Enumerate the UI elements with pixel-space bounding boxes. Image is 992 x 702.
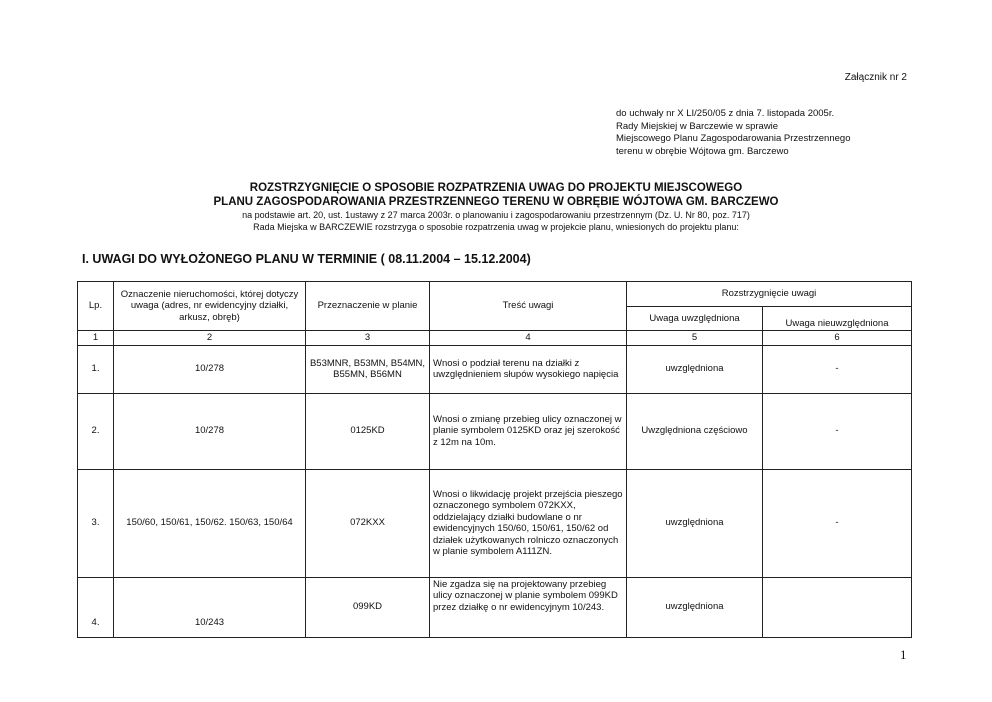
- row-uwzgledniona: Uwzględniona częściowo: [627, 393, 763, 469]
- row-lp: 1.: [78, 345, 114, 393]
- section-heading: I. UWAGI DO WYŁOŻONEGO PLANU W TERMINIE ( 08.11.2004 – 15.12.2004): [82, 252, 531, 266]
- remarks-table: [77, 281, 912, 638]
- row-przeznaczenie: B53MNR, B53MN, B54MN, B55MN, B56MN: [306, 345, 430, 393]
- table-row: [78, 469, 912, 577]
- row-uwzgledniona: uwzględniona: [627, 345, 763, 393]
- row-tresc: Wnosi o zmianę przebieg ulicy oznaczonej w planie symbolem 0125KD oraz jej szerokość z 12m na 10m.: [430, 393, 627, 469]
- row-lp: 4.: [78, 577, 114, 637]
- resolution-line: Rady Miejskiej w Barczewie w sprawie: [616, 120, 779, 132]
- row-tresc: Wnosi o podział terenu na działki z uwzględnieniem słupów wysokiego napięcia: [430, 345, 627, 393]
- header-nieuwzgledniona: Uwaga nieuwzględniona: [763, 307, 912, 331]
- row-uwzgledniona: uwzględniona: [627, 577, 763, 637]
- document-title: [0, 181, 992, 233]
- resolution-reference: [616, 108, 850, 158]
- row-przeznaczenie: 099KD: [306, 577, 430, 637]
- attachment-label: Załącznik nr 2: [844, 72, 907, 83]
- column-number: 6: [763, 331, 912, 346]
- council-statement: Rada Miejska w BARCZEWIE rozstrzyga o sposobie rozpatrzenia uwag w projekcie planu, wniesionych do projektu planu:: [253, 222, 739, 232]
- row-nieuwzgledniona: [763, 577, 912, 637]
- header-oznaczenie: Oznaczenie nieruchomości, której dotyczy uwaga (adres, nr ewidencyjny działki, arkusz, obręb): [114, 282, 306, 331]
- row-przeznaczenie: 0125KD: [306, 393, 430, 469]
- column-number: 2: [114, 331, 306, 346]
- row-oznaczenie: 10/243: [114, 577, 306, 637]
- table-row: [78, 345, 912, 393]
- row-tresc: Nie zgadza się na projektowany przebieg ulicy oznaczonej w planie symbolem 099KD przez działkę o nr ewidencyjnym 10/243.: [430, 577, 627, 637]
- row-oznaczenie: 10/278: [114, 393, 306, 469]
- title-line-2: PLANU ZAGOSPODAROWANIA PRZESTRZENNEGO TERENU W OBRĘBIE WÓJTOWA GM. BARCZEWO: [213, 196, 779, 208]
- column-number: 4: [430, 331, 627, 346]
- table-row: [78, 577, 912, 637]
- header-przeznaczenie: Przeznaczenie w planie: [306, 282, 430, 331]
- row-lp: 3.: [78, 469, 114, 577]
- resolution-line: terenu w obrębie Wójtowa gm. Barczewo: [616, 145, 789, 157]
- row-nieuwzgledniona: -: [763, 345, 912, 393]
- header-tresc: Treść uwagi: [430, 282, 627, 331]
- row-oznaczenie: 10/278: [114, 345, 306, 393]
- header-lp: Lp.: [78, 282, 114, 331]
- row-nieuwzgledniona: -: [763, 393, 912, 469]
- table-row: [78, 393, 912, 469]
- row-lp: 2.: [78, 393, 114, 469]
- resolution-line: do uchwały nr X LI/250/05 z dnia 7. listopada 2005r.: [616, 108, 835, 119]
- row-uwzgledniona: uwzględniona: [627, 469, 763, 577]
- column-number: 1: [78, 331, 114, 346]
- title-line-1: ROZSTRZYGNIĘCIE O SPOSOBIE ROZPATRZENIA UWAG DO PROJEKTU MIEJSCOWEGO: [249, 182, 743, 194]
- row-przeznaczenie: 072KXX: [306, 469, 430, 577]
- row-tresc: Wnosi o likwidację projekt przejścia pieszego oznaczonego symbolem 072KXX, oddzielający działki budowlane o nr ewidencyjnych 150/60, 150/61, 150/62 od działek użytkowanych rolniczo oznaczonych w planie symbolem A111ZN.: [430, 469, 627, 577]
- column-number: 3: [306, 331, 430, 346]
- row-oznaczenie: 150/60, 150/61, 150/62. 150/63, 150/64: [114, 469, 306, 577]
- row-nieuwzgledniona: -: [763, 469, 912, 577]
- column-number: 5: [627, 331, 763, 346]
- legal-basis: na podstawie art. 20, ust. 1ustawy z 27 marca 2003r. o planowaniu i zagospodarowaniu przestrzennym (Dz. U. Nr 80, poz. 717): [242, 210, 750, 220]
- resolution-line: Miejscowego Planu Zagospodarowania Przestrzennego: [616, 133, 851, 144]
- header-rozstrzygniecie: Rozstrzygnięcie uwagi: [627, 282, 912, 307]
- header-uwzgledniona: Uwaga uwzględniona: [627, 307, 763, 331]
- page-number: 1: [900, 647, 907, 662]
